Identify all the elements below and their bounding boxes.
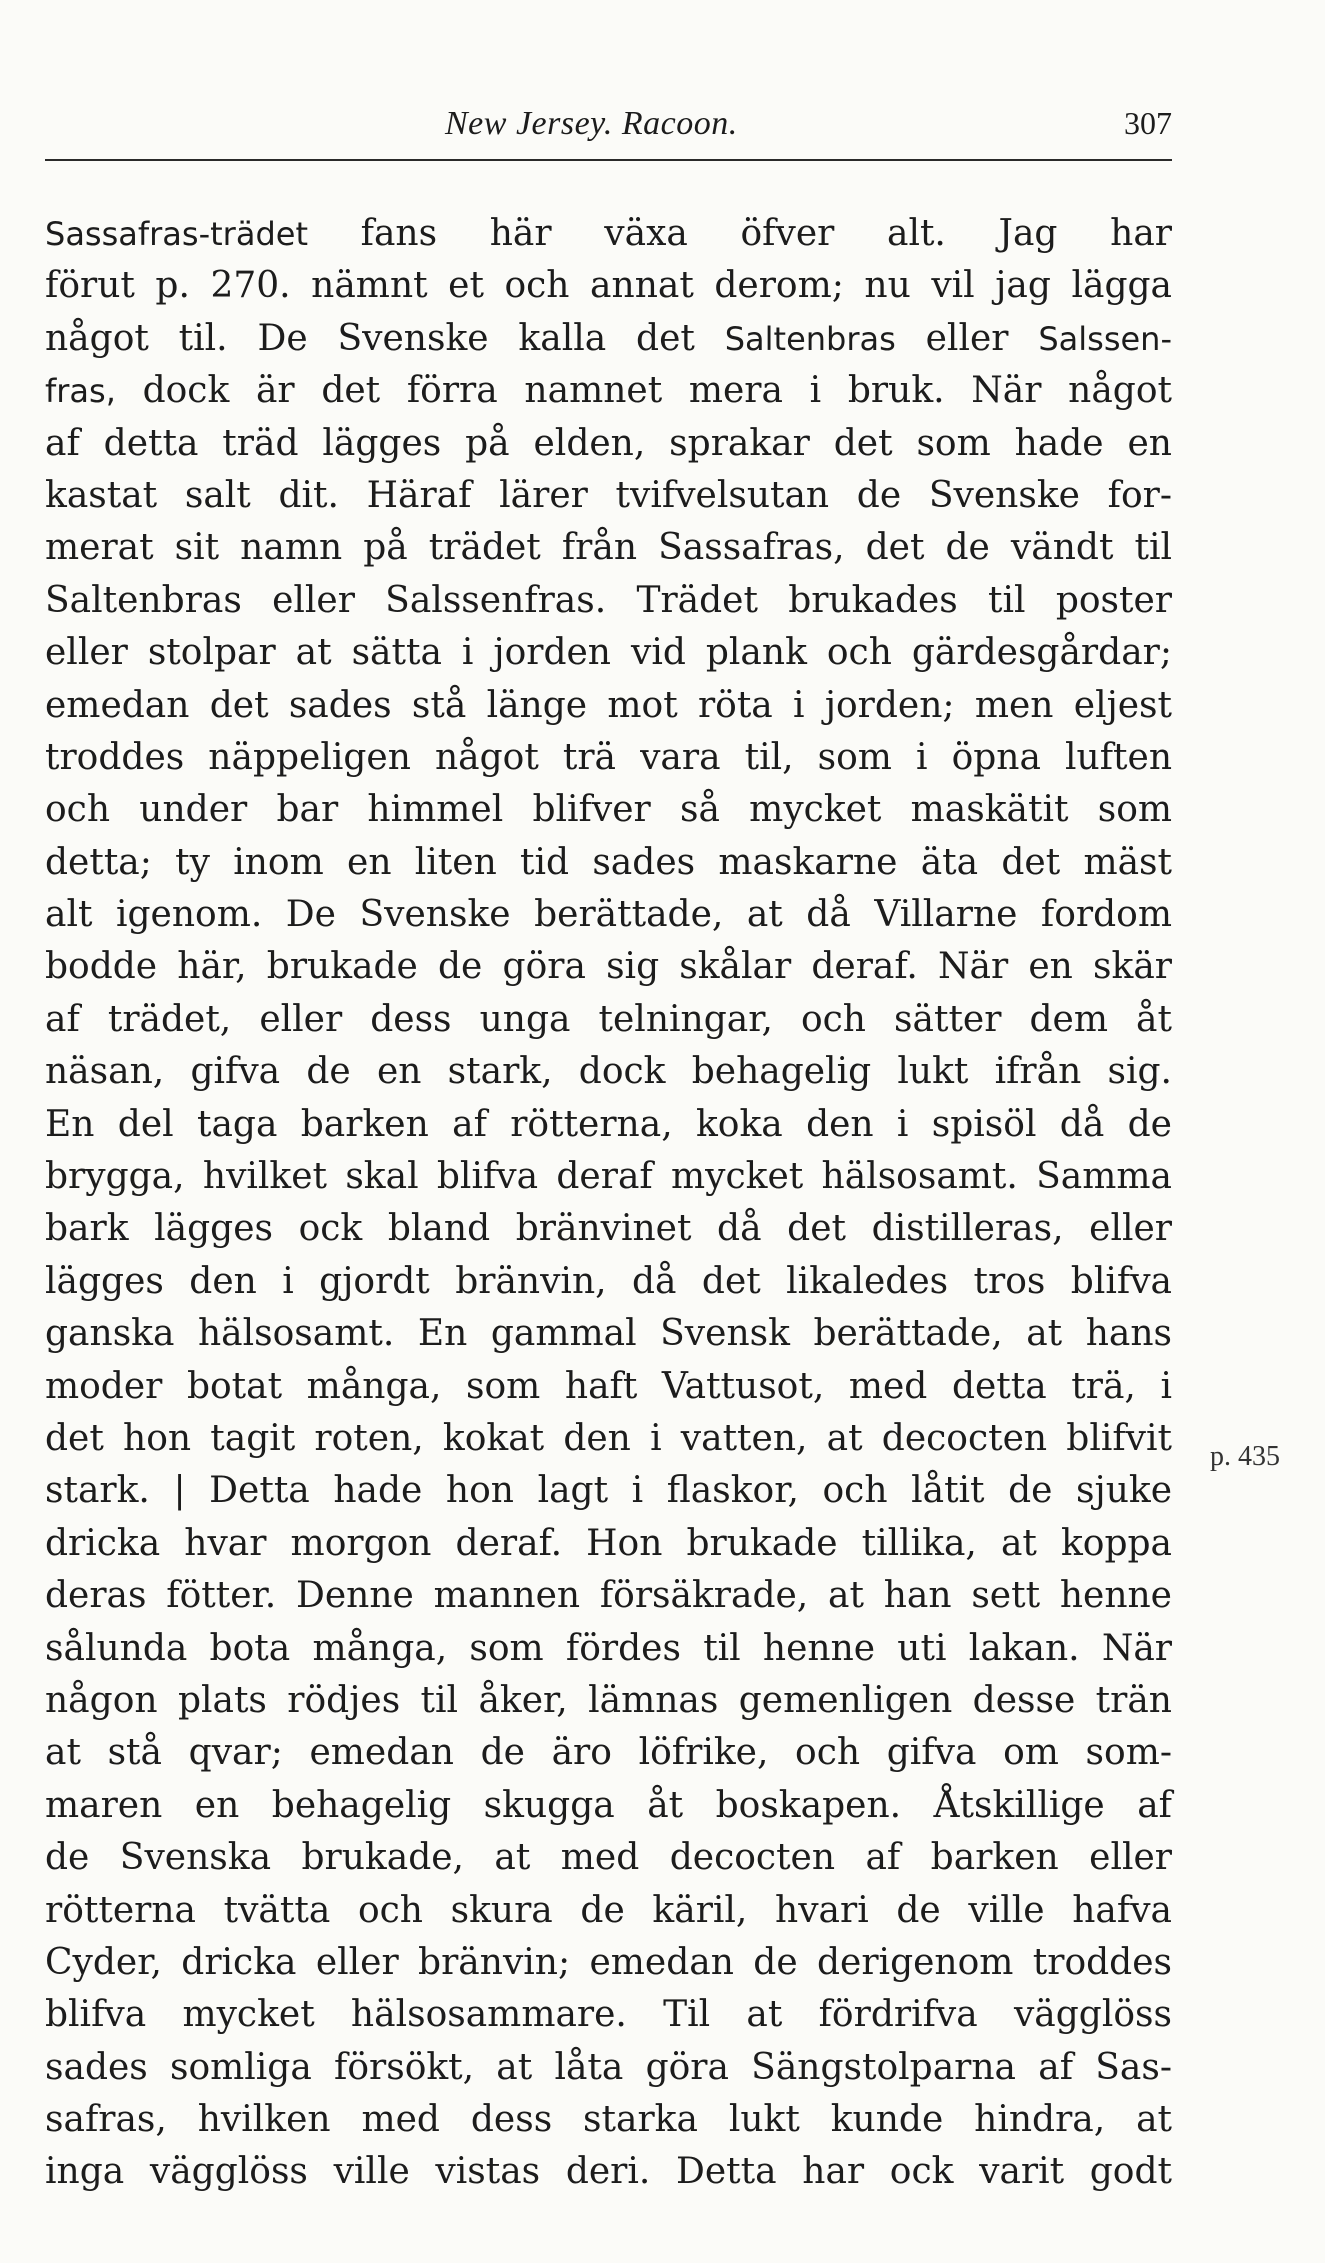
- text-line: [45, 1570, 1172, 1622]
- running-header: [45, 105, 1172, 155]
- text-segment: En del taga barken af rötterna, koka den i spisöl då de: [45, 1103, 1172, 1145]
- body-text: [45, 208, 1172, 2199]
- text-line: [45, 1832, 1172, 1884]
- text-segment: sades somliga försökt, at låta göra Sängstolparna af Sas-: [45, 2046, 1172, 2088]
- text-line: [45, 1361, 1172, 1413]
- text-segment: Cyder, dricka eller bränvin; emedan de derigenom troddes: [45, 1941, 1172, 1983]
- text-segment: rötterna tvätta och skura de käril, hvari de ville hafva: [45, 1889, 1172, 1931]
- text-segment: af detta träd lägges på elden, sprakar det som hade en: [45, 422, 1172, 464]
- text-line: [45, 1623, 1172, 1675]
- text-line: [45, 837, 1172, 889]
- text-segment: detta; ty inom en liten tid sades maskarne äta det mäst: [45, 841, 1172, 883]
- header-rule: [45, 159, 1172, 161]
- text-segment: sålunda bota många, som fördes til henne uti lakan. När: [45, 1627, 1172, 1669]
- text-segment: det hon tagit roten, kokat den i vatten, at decocten blifvit: [45, 1417, 1172, 1459]
- text-line: [45, 1256, 1172, 1308]
- text-line: [45, 260, 1172, 312]
- text-segment: och under bar himmel blifver så mycket maskätit som: [45, 789, 1172, 831]
- text-line: [45, 2094, 1172, 2146]
- text-line: [45, 313, 1172, 365]
- text-segment: safras, hvilken med dess starka lukt kunde hindra, at: [45, 2099, 1172, 2141]
- text-line: [45, 627, 1172, 679]
- text-segment: stark. | Detta hade hon lagt i flaskor, och låtit de sjuke: [45, 1470, 1172, 1512]
- text-line: [45, 1465, 1172, 1517]
- text-segment: deras fötter. Denne mannen försäkrade, at han sett henne: [45, 1575, 1172, 1617]
- text-line: [45, 1885, 1172, 1937]
- text-line: [45, 365, 1172, 417]
- bold-term: fras,: [45, 372, 116, 411]
- text-line: [45, 1203, 1172, 1255]
- running-title: New Jersey. Racoon.: [445, 105, 738, 142]
- text-line: [45, 575, 1172, 627]
- text-line: [45, 941, 1172, 993]
- text-segment: lägges den i gjordt bränvin, då det likaledes tros blifva: [45, 1260, 1172, 1302]
- text-line: [45, 1989, 1172, 2041]
- text-line: [45, 2042, 1172, 2094]
- text-segment: merat sit namn på trädet från Sassafras, det de vändt til: [45, 527, 1172, 569]
- text-segment: eller: [895, 317, 1039, 359]
- text-line: [45, 1151, 1172, 1203]
- text-segment: inga vägglöss ville vistas deri. Detta har ock varit godt: [45, 2151, 1172, 2193]
- page-number: 307: [1124, 105, 1172, 141]
- text-line: [45, 889, 1172, 941]
- text-line: [45, 522, 1172, 574]
- bold-term: Sassafras-trädet: [45, 215, 308, 253]
- text-segment: näsan, gifva de en stark, dock behagelig lukt ifrån sig.: [45, 1051, 1172, 1093]
- text-line: [45, 1937, 1172, 1989]
- text-line: [45, 2146, 1172, 2198]
- text-line: [45, 994, 1172, 1046]
- text-segment: bodde här, brukade de göra sig skålar deraf. När en skär: [45, 946, 1172, 988]
- text-line: [45, 1099, 1172, 1151]
- text-segment: af trädet, eller dess unga telningar, och sätter dem åt: [45, 998, 1172, 1040]
- margin-page-reference: p. 435: [1210, 1441, 1280, 1472]
- text-segment: brygga, hvilket skal blifva deraf mycket hälsosamt. Samma: [45, 1156, 1172, 1198]
- text-line: [45, 1727, 1172, 1779]
- text-line: [45, 208, 1172, 260]
- text-line: [45, 1308, 1172, 1360]
- text-segment: alt igenom. De Svenske berättade, at då Villarne fordom: [45, 894, 1172, 936]
- text-segment: något til. De Svenske kalla det: [45, 317, 725, 359]
- bold-term: Salssen-: [1038, 319, 1172, 358]
- text-segment: troddes näppeligen något trä vara til, som i öpna luften: [45, 736, 1172, 778]
- text-line: [45, 418, 1172, 470]
- text-line: [45, 1675, 1172, 1727]
- text-segment: blifva mycket hälsosammare. Til at fördrifva vägglöss: [45, 1994, 1172, 2036]
- text-segment: Saltenbras eller Salssenfras. Trädet brukades til poster: [45, 579, 1172, 621]
- text-line: [45, 1046, 1172, 1098]
- text-segment: fans här växa öfver alt. Jag har: [307, 213, 1172, 254]
- text-segment: någon plats rödjes til åker, lämnas gemenligen desse trän: [45, 1679, 1172, 1721]
- bold-term: Saltenbras: [724, 319, 896, 358]
- text-line: [45, 1780, 1172, 1832]
- text-line: [45, 784, 1172, 836]
- text-segment: maren en behagelig skugga åt boskapen. Åtskillige af: [45, 1784, 1172, 1826]
- text-segment: de Svenska brukade, at med decocten af barken eller: [45, 1837, 1172, 1879]
- text-segment: ganska hälsosamt. En gammal Svensk berättade, at hans: [45, 1313, 1172, 1355]
- text-segment: bark lägges ock bland bränvinet då det distilleras, eller: [45, 1208, 1172, 1250]
- text-line: [45, 470, 1172, 522]
- text-line: [45, 1413, 1172, 1465]
- text-segment: at stå qvar; emedan de äro löfrike, och gifva om som-: [45, 1732, 1172, 1774]
- text-segment: moder botat många, som haft Vattusot, med detta trä, i: [45, 1365, 1172, 1407]
- text-line: [45, 680, 1172, 732]
- text-segment: emedan det sades stå länge mot röta i jorden; men eljest: [45, 684, 1172, 726]
- text-segment: eller stolpar at sätta i jorden vid plank och gärdesgårdar;: [45, 632, 1172, 674]
- text-segment: dock är det förra namnet mera i bruk. När något: [115, 370, 1172, 412]
- text-line: [45, 732, 1172, 784]
- text-segment: kastat salt dit. Häraf lärer tvifvelsutan de Svenske for-: [45, 474, 1172, 516]
- text-line: [45, 1518, 1172, 1570]
- text-segment: dricka hvar morgon deraf. Hon brukade tillika, at koppa: [45, 1522, 1172, 1564]
- text-segment: förut p. 270. nämnt et och annat derom; nu vil jag lägga: [45, 265, 1172, 307]
